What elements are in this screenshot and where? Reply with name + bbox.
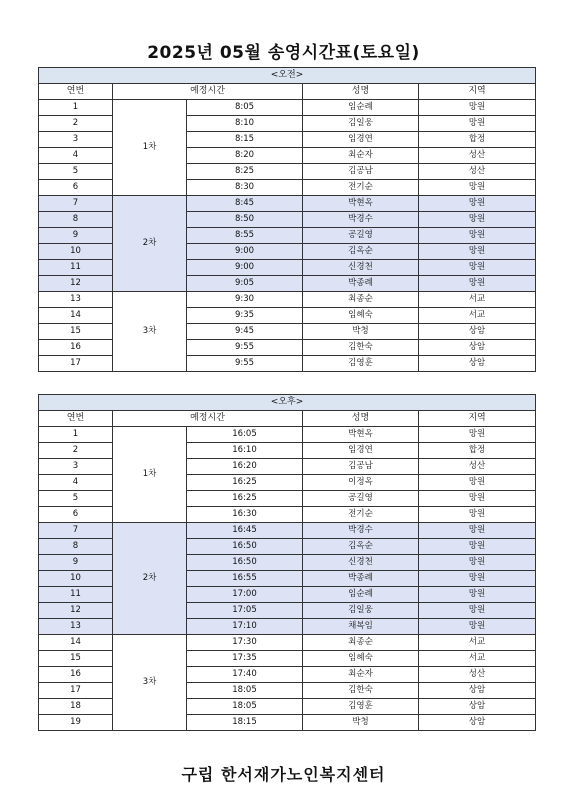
row-number: 11 bbox=[39, 260, 113, 276]
table-row bbox=[39, 100, 536, 116]
person-name: 박현옥 bbox=[303, 427, 419, 443]
row-number: 16 bbox=[39, 340, 113, 356]
scheduled-time: 16:25 bbox=[187, 491, 303, 507]
column-header-region: 지역 bbox=[419, 84, 536, 100]
region: 상암 bbox=[419, 699, 536, 715]
table-row bbox=[39, 523, 536, 539]
scheduled-time: 8:25 bbox=[187, 164, 303, 180]
person-name: 채복임 bbox=[303, 619, 419, 635]
scheduled-time: 9:55 bbox=[187, 356, 303, 372]
scheduled-time: 9:35 bbox=[187, 308, 303, 324]
region: 서교 bbox=[419, 308, 536, 324]
person-name: 최순자 bbox=[303, 148, 419, 164]
row-number: 9 bbox=[39, 555, 113, 571]
scheduled-time: 16:10 bbox=[187, 443, 303, 459]
region: 망원 bbox=[419, 244, 536, 260]
person-name: 전기순 bbox=[303, 507, 419, 523]
person-name: 김한숙 bbox=[303, 340, 419, 356]
row-number: 6 bbox=[39, 507, 113, 523]
region: 망원 bbox=[419, 603, 536, 619]
person-name: 박종례 bbox=[303, 276, 419, 292]
scheduled-time: 8:30 bbox=[187, 180, 303, 196]
row-number: 7 bbox=[39, 196, 113, 212]
person-name: 박청 bbox=[303, 324, 419, 340]
row-number: 18 bbox=[39, 699, 113, 715]
person-name: 임혜숙 bbox=[303, 651, 419, 667]
scheduled-time: 9:30 bbox=[187, 292, 303, 308]
person-name: 공길영 bbox=[303, 228, 419, 244]
scheduled-time: 9:45 bbox=[187, 324, 303, 340]
section-label-morning: <오전> bbox=[39, 68, 536, 84]
row-number: 12 bbox=[39, 276, 113, 292]
scheduled-time: 8:55 bbox=[187, 228, 303, 244]
region: 상암 bbox=[419, 340, 536, 356]
scheduled-time: 16:55 bbox=[187, 571, 303, 587]
column-header-time: 예정시간 bbox=[113, 84, 303, 100]
row-number: 2 bbox=[39, 443, 113, 459]
region: 망원 bbox=[419, 619, 536, 635]
column-header-time: 예정시간 bbox=[113, 411, 303, 427]
table-row bbox=[39, 635, 536, 651]
region: 망원 bbox=[419, 539, 536, 555]
region: 망원 bbox=[419, 116, 536, 132]
morning-schedule-table bbox=[38, 67, 536, 372]
region: 망원 bbox=[419, 228, 536, 244]
section-label-afternoon: <오후> bbox=[39, 395, 536, 411]
row-number: 14 bbox=[39, 635, 113, 651]
region: 망원 bbox=[419, 491, 536, 507]
region: 성산 bbox=[419, 148, 536, 164]
center-name-footer: 구립 한서재가노인복지센터 bbox=[181, 765, 386, 784]
region: 망원 bbox=[419, 427, 536, 443]
region: 망원 bbox=[419, 196, 536, 212]
region: 상암 bbox=[419, 683, 536, 699]
scheduled-time: 17:10 bbox=[187, 619, 303, 635]
person-name: 김영훈 bbox=[303, 699, 419, 715]
person-name: 김일웅 bbox=[303, 603, 419, 619]
person-name: 이정옥 bbox=[303, 475, 419, 491]
person-name: 박종례 bbox=[303, 571, 419, 587]
row-number: 6 bbox=[39, 180, 113, 196]
row-number: 14 bbox=[39, 308, 113, 324]
row-number: 19 bbox=[39, 715, 113, 731]
region: 서교 bbox=[419, 635, 536, 651]
row-number: 8 bbox=[39, 212, 113, 228]
trip-group-label: 3차 bbox=[113, 292, 187, 372]
region: 망원 bbox=[419, 100, 536, 116]
row-number: 5 bbox=[39, 491, 113, 507]
person-name: 신경천 bbox=[303, 555, 419, 571]
person-name: 김공남 bbox=[303, 459, 419, 475]
scheduled-time: 17:05 bbox=[187, 603, 303, 619]
column-header-no: 연번 bbox=[39, 411, 113, 427]
scheduled-time: 18:05 bbox=[187, 683, 303, 699]
scheduled-time: 18:15 bbox=[187, 715, 303, 731]
person-name: 임혜숙 bbox=[303, 308, 419, 324]
region: 성산 bbox=[419, 667, 536, 683]
person-name: 임경연 bbox=[303, 132, 419, 148]
person-name: 박경수 bbox=[303, 212, 419, 228]
region: 망원 bbox=[419, 587, 536, 603]
region: 상암 bbox=[419, 324, 536, 340]
table-row bbox=[39, 427, 536, 443]
column-header-no: 연번 bbox=[39, 84, 113, 100]
row-number: 2 bbox=[39, 116, 113, 132]
person-name: 김공남 bbox=[303, 164, 419, 180]
row-number: 15 bbox=[39, 651, 113, 667]
row-number: 17 bbox=[39, 356, 113, 372]
scheduled-time: 16:05 bbox=[187, 427, 303, 443]
row-number: 7 bbox=[39, 523, 113, 539]
row-number: 3 bbox=[39, 132, 113, 148]
row-number: 10 bbox=[39, 571, 113, 587]
region: 상암 bbox=[419, 356, 536, 372]
row-number: 4 bbox=[39, 148, 113, 164]
region: 망원 bbox=[419, 571, 536, 587]
person-name: 박청 bbox=[303, 715, 419, 731]
region: 망원 bbox=[419, 523, 536, 539]
scheduled-time: 8:45 bbox=[187, 196, 303, 212]
scheduled-time: 16:50 bbox=[187, 555, 303, 571]
person-name: 공길영 bbox=[303, 491, 419, 507]
region: 망원 bbox=[419, 212, 536, 228]
region: 성산 bbox=[419, 164, 536, 180]
person-name: 최종순 bbox=[303, 292, 419, 308]
region: 망원 bbox=[419, 276, 536, 292]
scheduled-time: 9:00 bbox=[187, 260, 303, 276]
row-number: 13 bbox=[39, 619, 113, 635]
column-header-name: 성명 bbox=[303, 84, 419, 100]
scheduled-time: 8:05 bbox=[187, 100, 303, 116]
region: 합정 bbox=[419, 132, 536, 148]
row-number: 16 bbox=[39, 667, 113, 683]
region: 망원 bbox=[419, 260, 536, 276]
person-name: 김옥순 bbox=[303, 539, 419, 555]
row-number: 12 bbox=[39, 603, 113, 619]
person-name: 김일웅 bbox=[303, 116, 419, 132]
region: 망원 bbox=[419, 475, 536, 491]
scheduled-time: 16:45 bbox=[187, 523, 303, 539]
scheduled-time: 16:20 bbox=[187, 459, 303, 475]
table-row bbox=[39, 196, 536, 212]
region: 망원 bbox=[419, 180, 536, 196]
person-name: 최종순 bbox=[303, 635, 419, 651]
scheduled-time: 8:10 bbox=[187, 116, 303, 132]
region: 합정 bbox=[419, 443, 536, 459]
row-number: 11 bbox=[39, 587, 113, 603]
person-name: 김한숙 bbox=[303, 683, 419, 699]
scheduled-time: 17:35 bbox=[187, 651, 303, 667]
trip-group-label: 1차 bbox=[113, 427, 187, 523]
scheduled-time: 18:05 bbox=[187, 699, 303, 715]
trip-group-label: 2차 bbox=[113, 196, 187, 292]
region: 망원 bbox=[419, 507, 536, 523]
person-name: 임경연 bbox=[303, 443, 419, 459]
scheduled-time: 8:50 bbox=[187, 212, 303, 228]
region: 서교 bbox=[419, 292, 536, 308]
row-number: 1 bbox=[39, 100, 113, 116]
column-header-region: 지역 bbox=[419, 411, 536, 427]
row-number: 13 bbox=[39, 292, 113, 308]
person-name: 최순자 bbox=[303, 667, 419, 683]
row-number: 5 bbox=[39, 164, 113, 180]
row-number: 15 bbox=[39, 324, 113, 340]
scheduled-time: 16:25 bbox=[187, 475, 303, 491]
row-number: 17 bbox=[39, 683, 113, 699]
person-name: 임순례 bbox=[303, 587, 419, 603]
region: 서교 bbox=[419, 651, 536, 667]
row-number: 4 bbox=[39, 475, 113, 491]
person-name: 김옥순 bbox=[303, 244, 419, 260]
row-number: 1 bbox=[39, 427, 113, 443]
scheduled-time: 8:15 bbox=[187, 132, 303, 148]
scheduled-time: 9:05 bbox=[187, 276, 303, 292]
page-title: 2025년 05월 송영시간표(토요일) bbox=[147, 43, 420, 63]
person-name: 박경수 bbox=[303, 523, 419, 539]
afternoon-schedule-table bbox=[38, 394, 536, 731]
person-name: 신경천 bbox=[303, 260, 419, 276]
scheduled-time: 17:00 bbox=[187, 587, 303, 603]
scheduled-time: 8:20 bbox=[187, 148, 303, 164]
column-header-name: 성명 bbox=[303, 411, 419, 427]
region: 상암 bbox=[419, 715, 536, 731]
scheduled-time: 16:30 bbox=[187, 507, 303, 523]
scheduled-time: 17:40 bbox=[187, 667, 303, 683]
person-name: 전기순 bbox=[303, 180, 419, 196]
row-number: 9 bbox=[39, 228, 113, 244]
table-row bbox=[39, 292, 536, 308]
trip-group-label: 1차 bbox=[113, 100, 187, 196]
scheduled-time: 17:30 bbox=[187, 635, 303, 651]
scheduled-time: 16:50 bbox=[187, 539, 303, 555]
person-name: 임순례 bbox=[303, 100, 419, 116]
person-name: 박현옥 bbox=[303, 196, 419, 212]
region: 성산 bbox=[419, 459, 536, 475]
trip-group-label: 2차 bbox=[113, 523, 187, 635]
row-number: 3 bbox=[39, 459, 113, 475]
row-number: 10 bbox=[39, 244, 113, 260]
row-number: 8 bbox=[39, 539, 113, 555]
person-name: 김영훈 bbox=[303, 356, 419, 372]
region: 망원 bbox=[419, 555, 536, 571]
scheduled-time: 9:55 bbox=[187, 340, 303, 356]
trip-group-label: 3차 bbox=[113, 635, 187, 731]
scheduled-time: 9:00 bbox=[187, 244, 303, 260]
